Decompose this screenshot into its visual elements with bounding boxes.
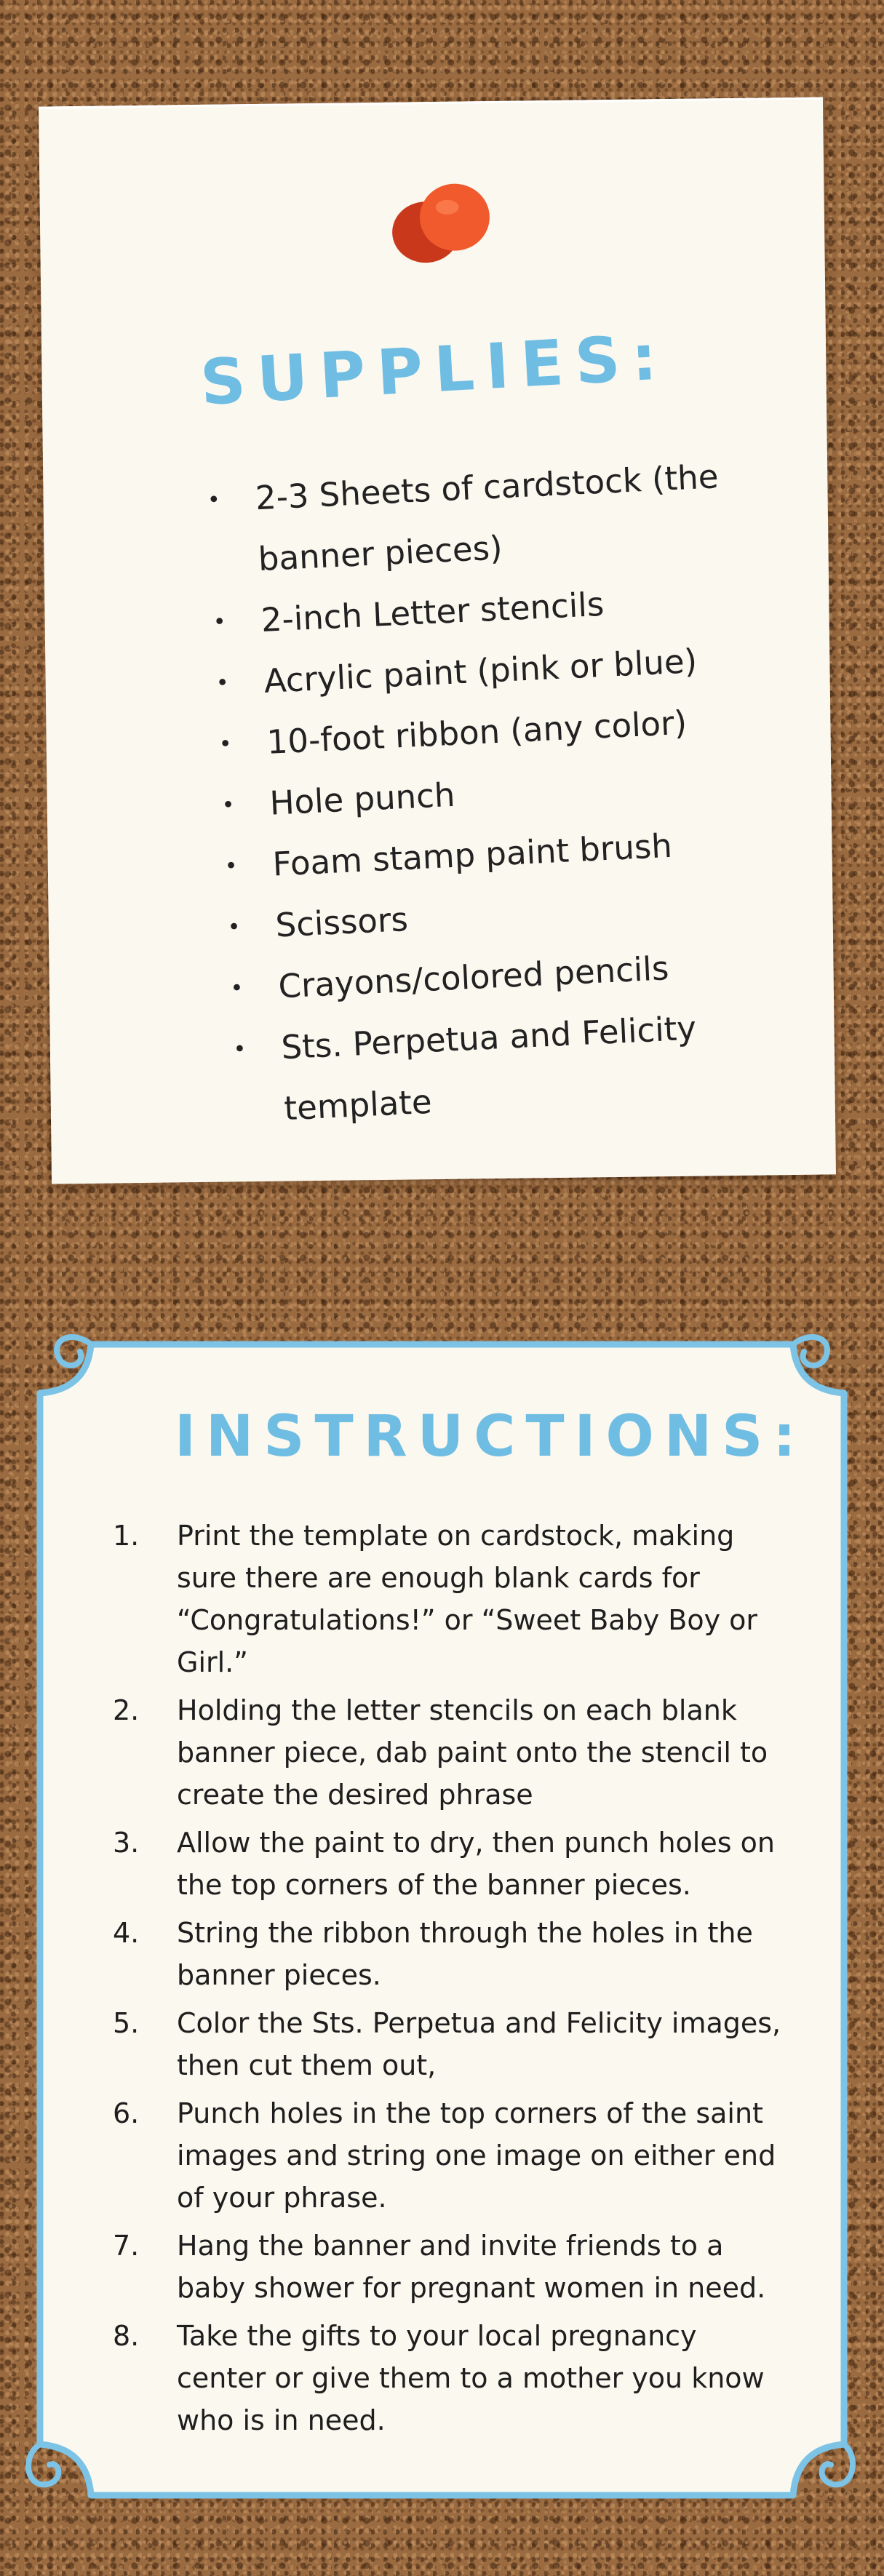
instructions-list: [113, 1515, 789, 2447]
list-item: • Crayons/colored pencils: [229, 949, 670, 1006]
supplies-note: [39, 97, 836, 1184]
list-item: • Acrylic paint (pink or blue): [215, 641, 698, 701]
list-item: • Hole punch: [221, 775, 456, 823]
list-item: 2. Holding the letter stencils on each blank banner piece, dab paint onto the stencil to create the desired phrase: [113, 1694, 768, 1811]
supplies-list: [196, 444, 780, 1142]
list-item: 4. String the ribbon through the holes in the banner pieces.: [113, 1917, 753, 1991]
list-item: 3. Allow the paint to dry, then punch holes on the top corners of the banner pieces.: [113, 1827, 775, 1901]
list-item: • 10-foot ribbon (any color): [218, 703, 688, 762]
supplies-title: SUPPLIES:: [198, 321, 671, 420]
instructions-card: [22, 1331, 859, 2510]
push-pin-icon: [383, 175, 501, 278]
list-item: • Foam stamp paint brush: [223, 826, 673, 884]
list-item: 8. Take the gifts to your local pregnancy center or give them to a mother you know who is in need.: [113, 2320, 765, 2436]
list-item: • Sts. Perpetua and Felicity template: [232, 1008, 698, 1128]
list-item: • 2-inch Letter stencils: [212, 584, 605, 640]
instructions-title: INSTRUCTIONS:: [175, 1404, 806, 1470]
list-item: • Scissors: [226, 900, 409, 945]
list-item: • 2-3 Sheets of cardstock (the banner pieces): [207, 457, 720, 579]
list-item: 5. Color the Sts. Perpetua and Felicity images, then cut them out,: [113, 2007, 781, 2081]
list-item: 1. Print the template on cardstock, making sure there are enough blank cards for “Congratulations!” or “Sweet Baby Boy or Girl.”: [113, 1520, 758, 1678]
list-item: 7. Hang the banner and invite friends to a baby shower for pregnant women in need.: [113, 2230, 766, 2304]
list-item: 6. Punch holes in the top corners of the saint images and string one image on either end of your phrase.: [113, 2097, 776, 2214]
